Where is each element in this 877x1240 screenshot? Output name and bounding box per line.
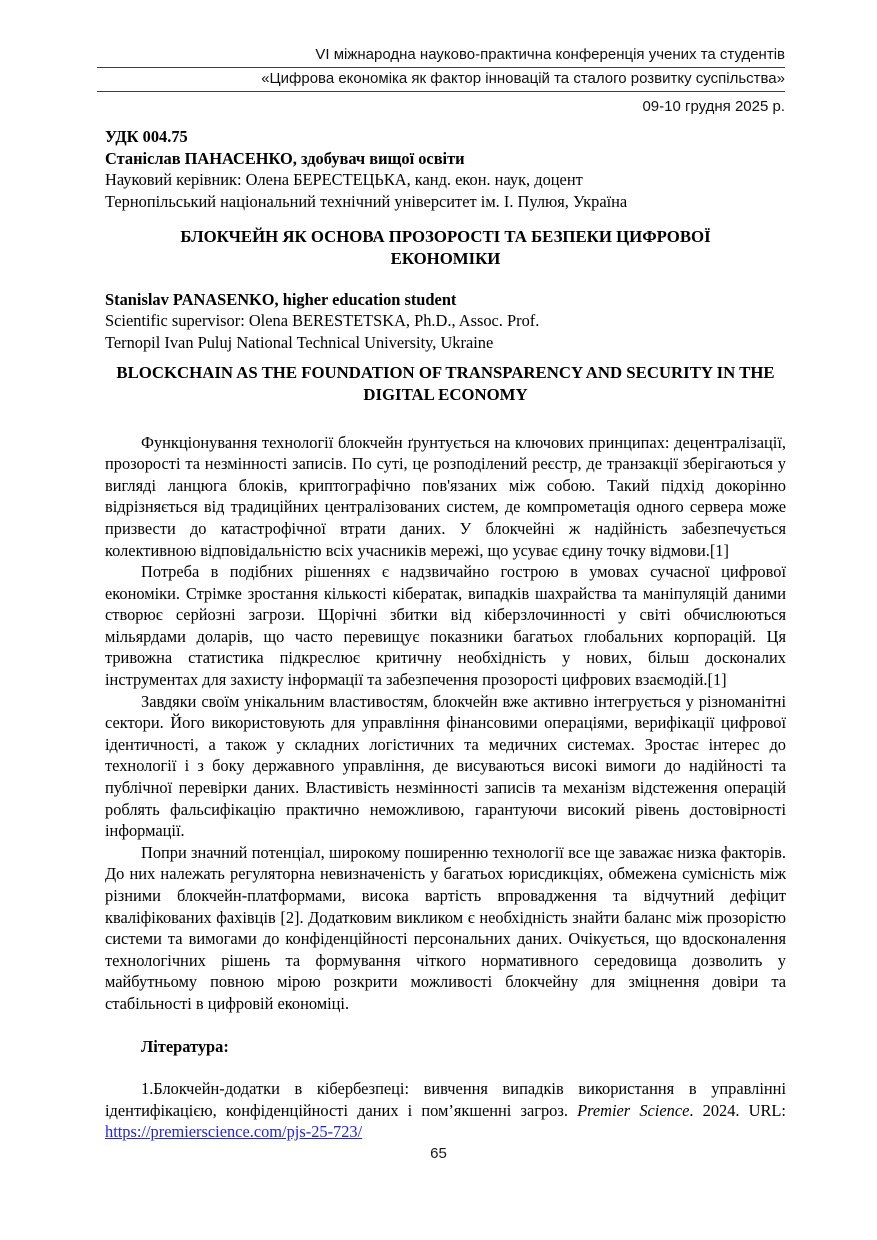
paragraph-3: Завдяки своїм унікальним властивостям, блокчейн вже активно інтегрується у різноманітні сектори. Його використовують для управління фінансовими операціями, верифікації цифрової ідентичності, а також у складних логістичних та медичних системах. Зростає інтерес до технології і з боку державного управління, де висуваються високі вимоги до надійності та публічної перевірки даних. Властивість незмінності записів та механізм відстеження операцій роблять фальсифікацію практично неможливою, гарантуючи високий рівень достовірності інформації.	[105, 691, 786, 841]
udc-code: УДК 004.75	[105, 127, 188, 146]
reference-middle: . 2024. URL:	[689, 1100, 786, 1120]
reference-url-link[interactable]: https://premierscience.com/pjs-25-723/	[105, 1122, 363, 1142]
conference-date: 09-10 грудня 2025 р.	[642, 98, 785, 115]
conference-theme-line	[97, 70, 785, 92]
reference-text: 1.Блокчейн-додатки в кібербезпеці: вивчення випадків використання в управлінні ідентифікацією, конфіденційності даних і пом’якшенні загроз.	[105, 1079, 786, 1120]
page-number: 65	[430, 1145, 447, 1162]
paragraph-2: Потреба в подібних рішеннях є надзвичайно гострою в умовах сучасної цифрової економіки. Стрімке зростання кількості кібератак, випадків шахрайства та маніпуляцій даними створює серйозні загрози. Щорічні збитки від кіберзлочинності у світі обчислюються мільярдами доларів, що часто перевищує показники багатьох глобальних корпорацій. Ця тривожна статистика підкреслює критичну необхідність у нових, більш досконалих інструментах для захисту інформації та забезпечення прозорості цифрових взаємодій.[1]	[105, 562, 786, 690]
conference-name: VI міжнародна науково-практична конференція учених та студентів	[315, 46, 785, 63]
paragraph-1: Функціонування технології блокчейн ґрунтується на ключових принципах: децентралізації, прозорості та незмінності записів. По суті, це розподілений реєстр, де транзакції зберігаються у вигляді ланцюга блоків, криптографічно пов'язаних між собою. Такий підхід докорінно відрізняється від традиційних централізованих систем, де компрометація одного сервера може призвести до катастрофічної втрати даних. У блокчейні ж надійність забезпечується колективною відповідальністю всіх учасників мережі, що усуває єдину точку відмови.[1]	[105, 432, 786, 560]
article-content	[105, 126, 786, 1143]
author-uk: Станіслав ПАНАСЕНКО, здобувач вищої освіти	[105, 148, 465, 168]
supervisor-uk: Науковий керівник: Олена БЕРЕСТЕЦЬКА, канд. екон. наук, доцент	[105, 170, 583, 190]
author-en: Stanislav PANASENKO, higher education student	[105, 289, 457, 309]
article-title-en: BLOCKCHAIN AS THE FOUNDATION OF TRANSPARENCY AND SECURITY IN THE DIGITAL ECONOMY	[116, 363, 775, 404]
reference-source: Premier Science	[577, 1100, 690, 1120]
conference-name-line	[97, 46, 785, 68]
reference-1	[105, 1078, 786, 1143]
article-title-uk: БЛОКЧЕЙН ЯК ОСНОВА ПРОЗОРОСТІ ТА БЕЗПЕКИ ЦИФРОВОЇ ЕКОНОМІКИ	[180, 227, 711, 268]
affiliation-en: Ternopil Ivan Puluj National Technical University, Ukraine	[105, 332, 494, 352]
literature-heading: Література:	[141, 1036, 229, 1056]
supervisor-en: Scientific supervisor: Olena BERESTETSKA, Ph.D., Assoc. Prof.	[105, 311, 540, 331]
conference-date-line	[97, 94, 785, 119]
affiliation-uk: Тернопільський національний технічний університет ім. І. Пулюя, Україна	[105, 191, 628, 211]
conference-theme: «Цифрова економіка як фактор інновацій та сталого розвитку суспільства»	[261, 70, 785, 87]
page-header	[97, 46, 785, 119]
paragraph-4: Попри значний потенціал, широкому поширенню технології все ще заважає низка факторів. До них належать регуляторна невизначеність у багатьох юрисдикціях, обмежена сумісність між різними блокчейн-платформами, висока вартість впровадження та відчутний дефіцит кваліфікованих фахівців [2]. Додатковим викликом є необхідність знайти баланс між прозорістю системи та вимогами до конфіденційності персональних даних. Очікується, що вдосконалення технологічних рішень та формування чіткого нормативного середовища дозволить у майбутньому повною мірою розкрити можливості блокчейну для зміцнення довіри та стабільності в цифровій економіці.	[105, 842, 786, 1013]
